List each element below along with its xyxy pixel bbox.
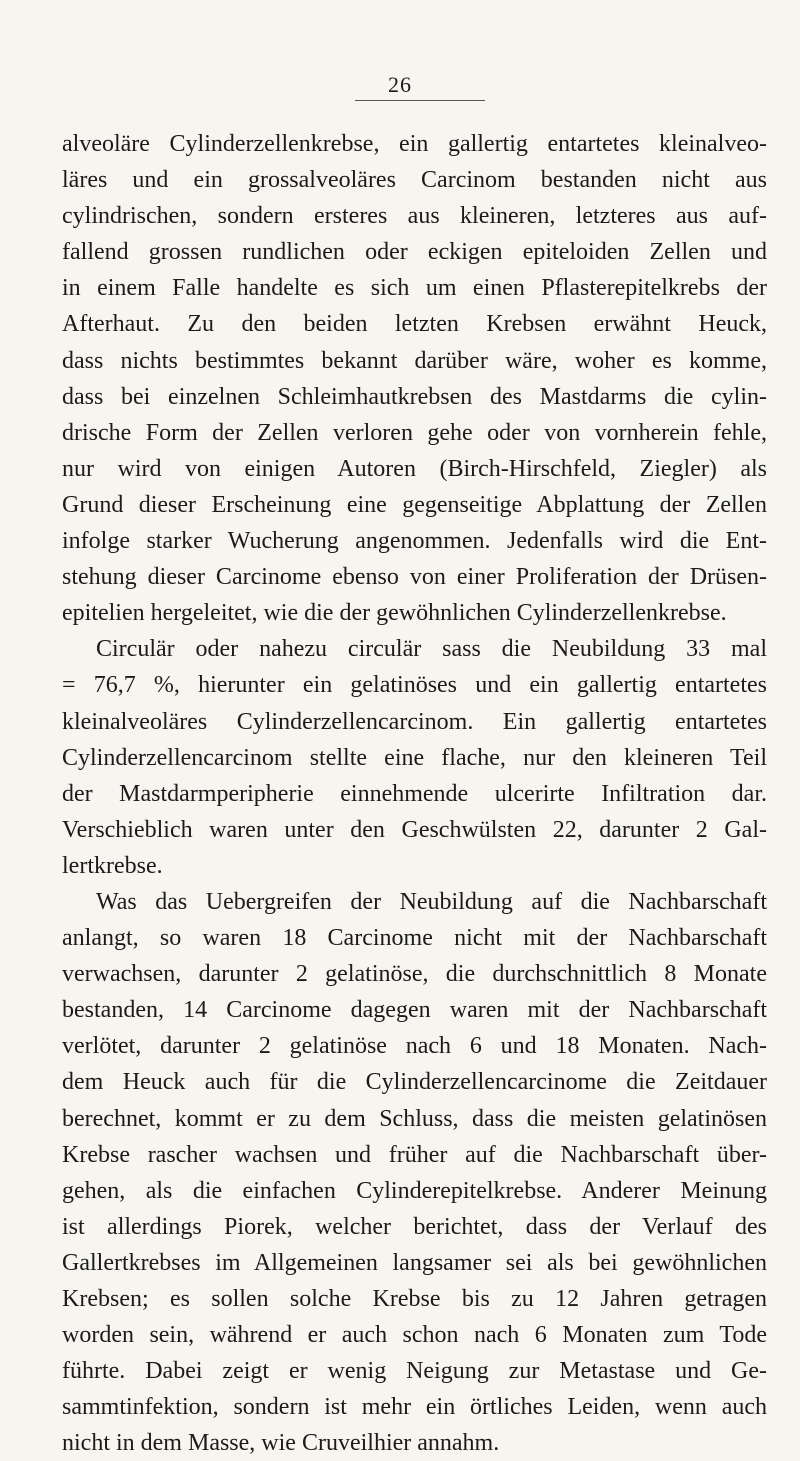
text-line: Afterhaut. Zu den beiden letzten Krebsen erwähnt Heuck, [62, 311, 767, 338]
text-line: in einem Falle handelte es sich um einen Pflasterepitelkrebs der [62, 275, 767, 302]
text-line: = 76,7 %, hierunter ein gelatinöses und ein gallertig entartetes [62, 672, 767, 699]
text-line: infolge starker Wucherung angenommen. Jedenfalls wird die Ent- [62, 528, 767, 555]
text-line: Gallertkrebses im Allgemeinen langsamer sei als bei gewöhnlichen [62, 1249, 767, 1276]
text-line: führte. Dabei zeigt er wenig Neigung zur Metastase und Ge- [62, 1358, 767, 1385]
text-line: Cylinderzellencarcinom stellte eine flache, nur den kleineren Teil [62, 744, 767, 771]
text-line: lertkrebse. [62, 852, 163, 879]
body-text [62, 126, 767, 1461]
text-line: nur wird von einigen Autoren (Birch-Hirschfeld, Ziegler) als [62, 455, 767, 482]
text-line: kleinalveoläres Cylinderzellencarcinom. Ein gallertig entartetes [62, 708, 767, 735]
text-line: Krebsen; es sollen solche Krebse bis zu 12 Jahren getragen [62, 1286, 767, 1312]
text-line: dem Heuck auch für die Cylinderzellencarcinome die Zeitdauer [62, 1069, 767, 1096]
text-line: dass nichts bestimmtes bekannt darüber wäre, woher es komme, [62, 347, 767, 374]
text-line: drische Form der Zellen verloren gehe oder von vornherein fehle, [62, 419, 767, 446]
text-line: Verschieblich waren unter den Geschwülsten 22, darunter 2 Gal- [62, 816, 767, 843]
text-line: bestanden, 14 Carcinome dagegen waren mit der Nachbarschaft [62, 997, 767, 1024]
text-line: nicht in dem Masse, wie Cruveilhier annahm. [62, 1430, 500, 1457]
text-line: ist allerdings Piorek, welcher berichtet, dass der Verlauf des [62, 1213, 767, 1240]
text-line: Krebse rascher wachsen und früher auf die Nachbarschaft über- [62, 1141, 767, 1168]
text-line: gehen, als die einfachen Cylinderepitelkrebse. Anderer Meinung [62, 1177, 767, 1204]
header-rule [355, 100, 485, 101]
text-line: dass bei einzelnen Schleimhautkrebsen des Mastdarms die cylin- [62, 383, 767, 410]
page-number: 26 [388, 72, 412, 97]
text-line: verlötet, darunter 2 gelatinöse nach 6 und 18 Monaten. Nach- [62, 1033, 767, 1060]
text-line: der Mastdarmperipherie einnehmende ulcerirte Infiltration dar. [62, 780, 767, 807]
text-line: Circulär oder nahezu circulär sass die Neubildung 33 mal [96, 636, 767, 663]
text-line: verwachsen, darunter 2 gelatinöse, die durchschnittlich 8 Monate [62, 961, 767, 988]
text-line: anlangt, so waren 18 Carcinome nicht mit der Nachbarschaft [62, 925, 767, 952]
text-line: Grund dieser Erscheinung eine gegenseitige Abplattung der Zellen [62, 491, 767, 518]
text-line: epitelien hergeleitet, wie die der gewöhnlichen Cylinderzellenkrebse. [62, 600, 727, 627]
text-line: läres und ein grossalveoläres Carcinom bestanden nicht aus [62, 167, 767, 194]
text-line: worden sein, während er auch schon nach 6 Monaten zum Tode [62, 1322, 767, 1349]
text-line: cylindrischen, sondern ersteres aus kleineren, letzteres aus auf- [62, 203, 767, 230]
text-line: alveoläre Cylinderzellenkrebse, ein gallertig entartetes kleinalveo- [62, 131, 767, 157]
text-line: stehung dieser Carcinome ebenso von einer Proliferation der Drüsen- [62, 564, 767, 591]
text-line: berechnet, kommt er zu dem Schluss, dass die meisten gelatinösen [62, 1105, 767, 1132]
text-line: fallend grossen rundlichen oder eckigen epiteloiden Zellen und [62, 239, 767, 266]
text-line: sammtinfektion, sondern ist mehr ein örtliches Leiden, wenn auch [62, 1394, 767, 1421]
text-line: Was das Uebergreifen der Neubildung auf die Nachbarschaft [96, 888, 767, 915]
